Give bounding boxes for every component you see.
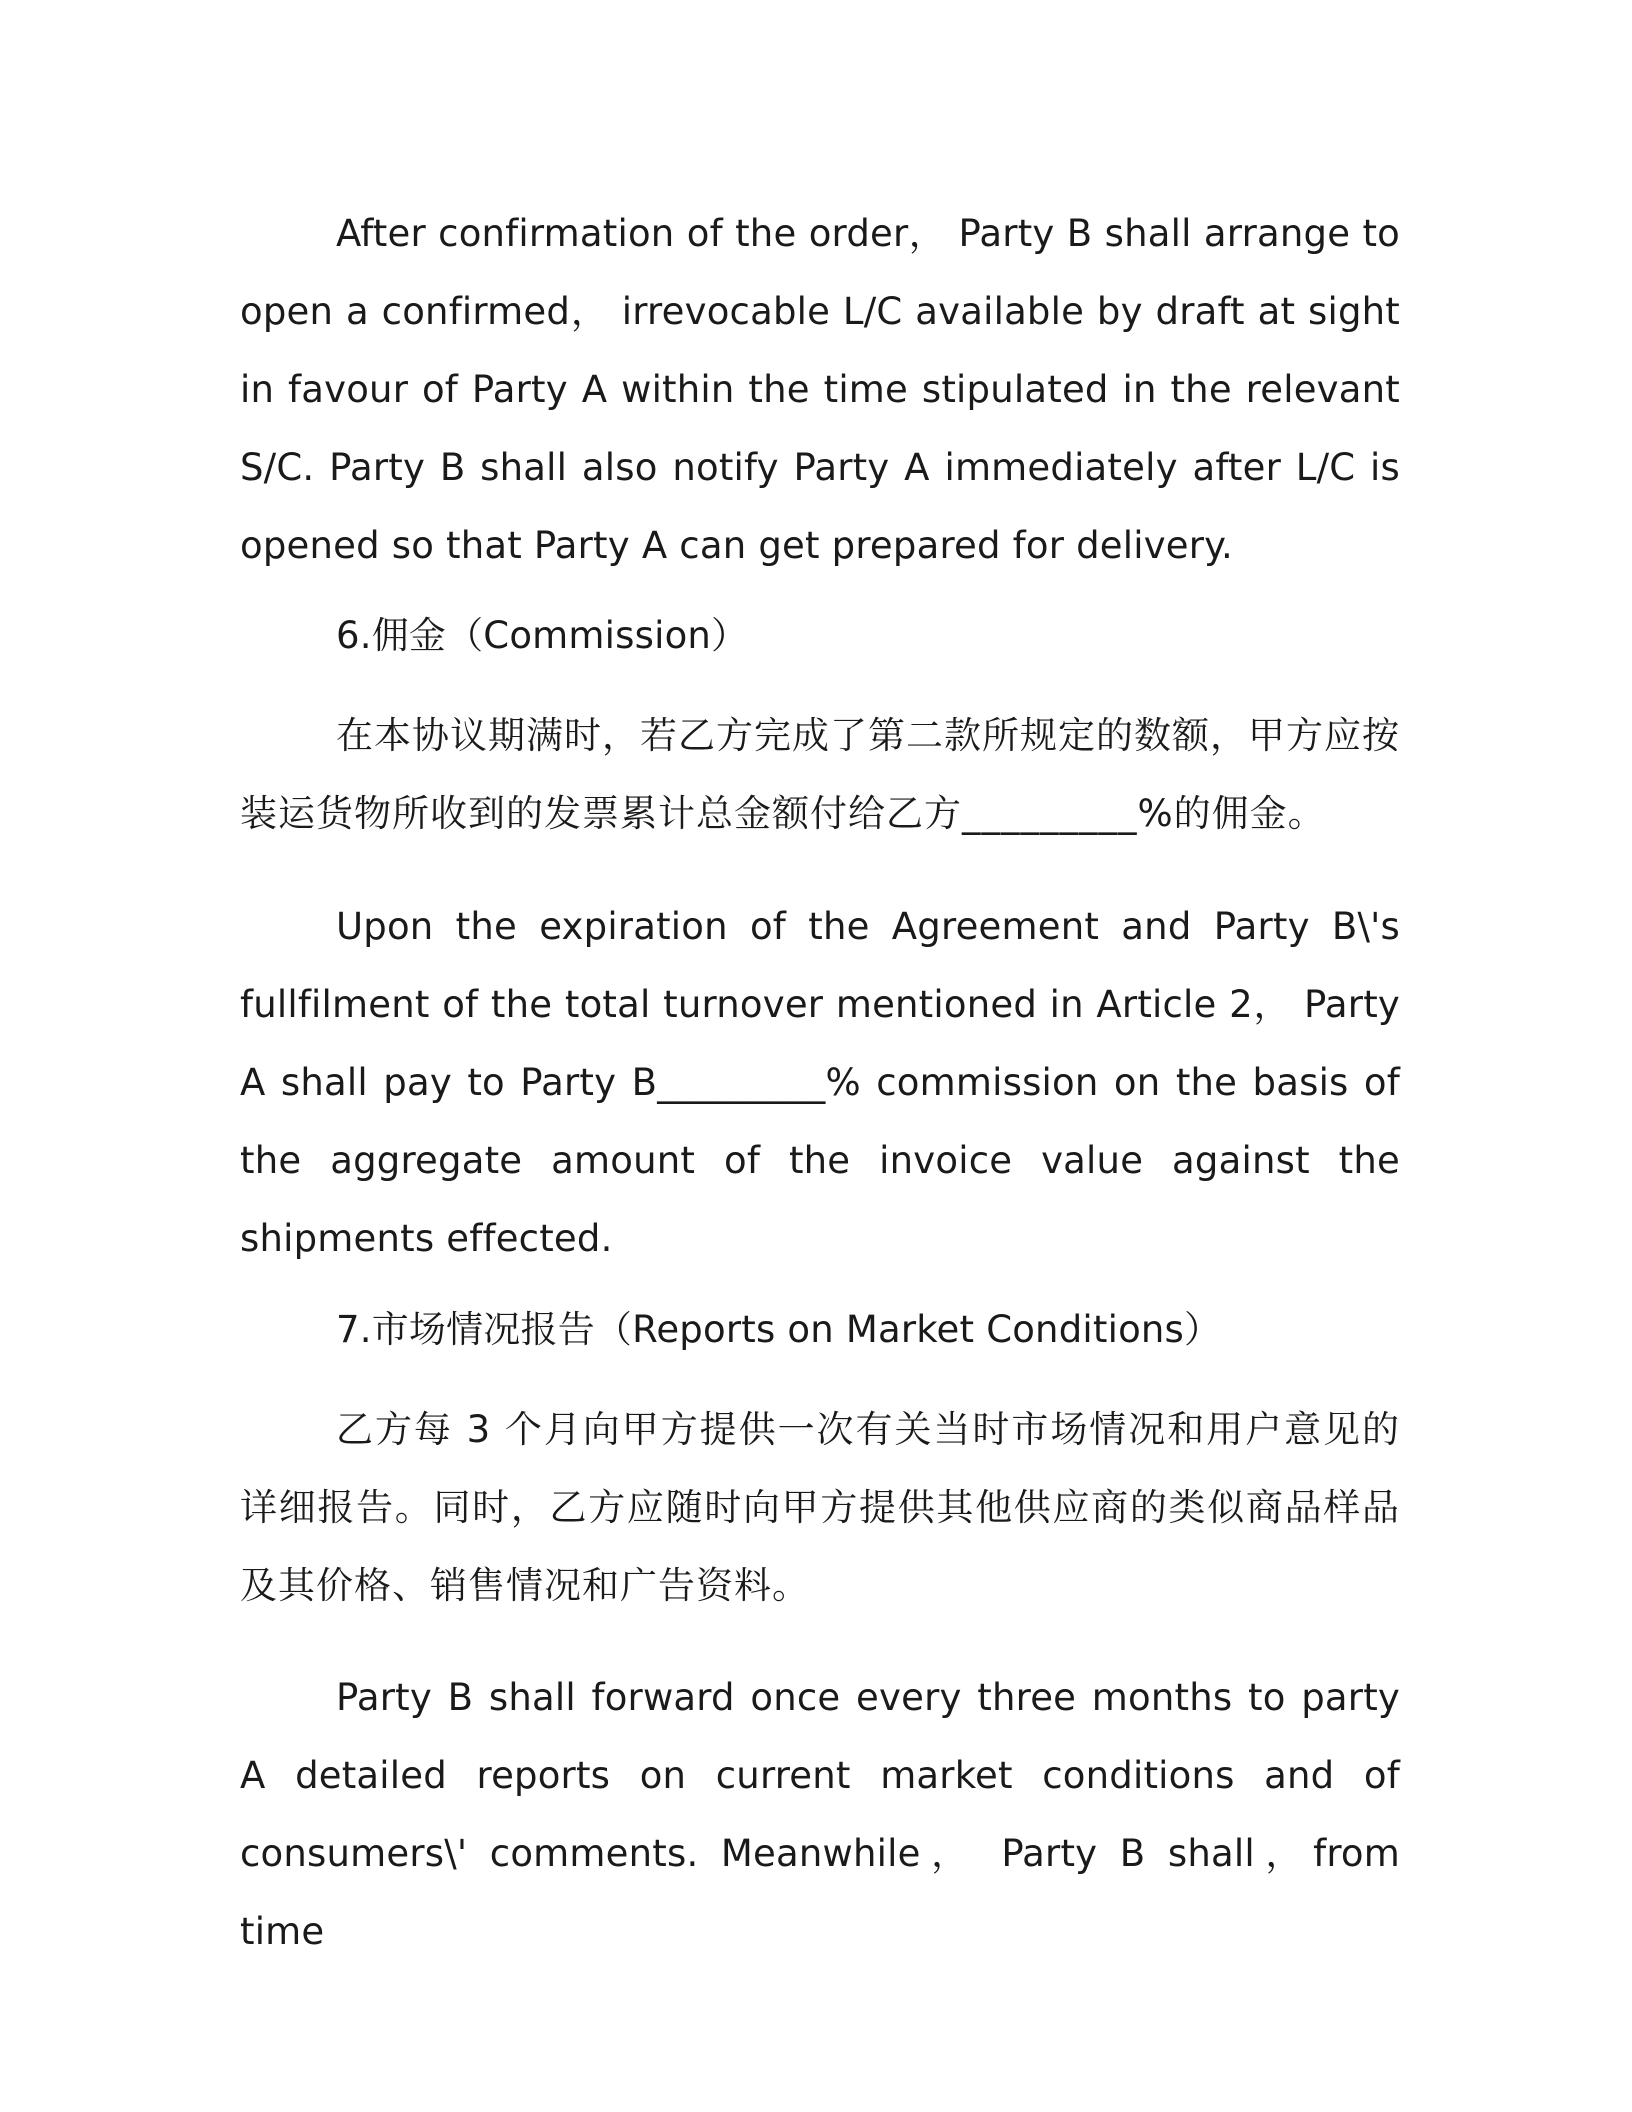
payment-lc-paragraph: After confirmation of the order， Party B shall arrange to open a confirmed， irrevocable L/C available by draft at sight in favour of Party A within the time stipulated in the relevant S/C. Party B shall also notify Party A immediately after L/C is opened so that Party A can get prepared for delivery. [240,212,1400,567]
market-report-paragraph-zh: 乙方每 3 个月向甲方提供一次有关当时市场情况和用户意见的详细报告。同时，乙方应随时向甲方提供其他供应商的类似商品样品及其价格、销售情况和广告资料。 [240,1408,1400,1607]
commission-paragraph-en: Upon the expiration of the Agreement and Party B\'s fullfilment of the total turnover mentioned in Article 2， Party A shall pay to Party B_________% commission on the basis of the aggregate amount of the invoice value against the shipments effected. [240,905,1400,1260]
market-report-paragraph-en: Party B shall forward once every three months to party A detailed reports on current market conditions and of consumers\' comments. Meanwhile， Party B shall，from time [240,1676,1400,1953]
section-6-heading: 6.佣金（Commission） [336,614,749,657]
section-7-heading: 7.市场情况报告（Reports on Market Conditions） [336,1308,1222,1351]
commission-paragraph-zh: 在本协议期满时，若乙方完成了第二款所规定的数额，甲方应按装运货物所收到的发票累计总金额付给乙方_________%的佣金。 [240,714,1400,835]
